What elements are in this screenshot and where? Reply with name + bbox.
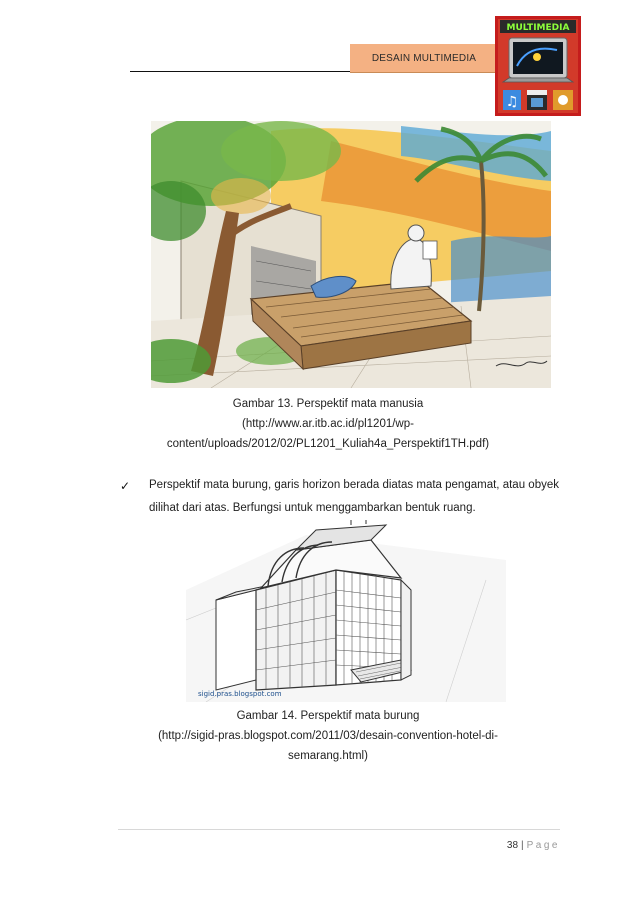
figure-13-caption-url-1: (http://www.ar.itb.ac.id/pl1201/wp-	[242, 418, 414, 430]
page-label: Page	[526, 840, 560, 851]
svg-text:♫: ♫	[505, 94, 519, 110]
header-tab	[350, 44, 498, 73]
header-tab-label: DESAIN MULTIMEDIA	[371, 52, 477, 64]
header-rule	[130, 71, 350, 72]
figure-13-caption	[118, 394, 538, 454]
figure-14-watermark: sigid.pras.blogspot.com	[198, 690, 282, 698]
page-separator: |	[521, 840, 524, 851]
logo-text: MULTIMEDIA	[506, 23, 570, 33]
figure-14-caption-title: Gambar 14. Perspektif mata burung	[236, 710, 420, 722]
photo-icon	[553, 90, 573, 110]
figure-13-caption-title: Gambar 13. Perspektif mata manusia	[232, 398, 424, 410]
multimedia-logo	[495, 16, 581, 116]
page-number: 38	[506, 840, 519, 851]
music-note-icon	[503, 90, 521, 110]
figure-14-caption-url-2: semarang.html)	[288, 750, 368, 762]
figure-13-caption-url-2: content/uploads/2012/02/PL1201_Kuliah4a_Perspektif1TH.pdf)	[166, 438, 490, 450]
figure-human-eye-perspective	[151, 121, 551, 388]
film-clapper-icon	[527, 90, 547, 110]
figure-14-caption-url-1: (http://sigid-pras.blogspot.com/2011/03/desain-convention-hotel-di-	[158, 730, 498, 742]
bullet-paragraph: Perspektif mata burung, garis horizon berada diatas mata pengamat, atau obyek dilihat dari atas. Berfungsi untuk menggambarkan bentuk ruang.	[149, 479, 559, 514]
footer-rule	[118, 829, 560, 830]
page-number-footer	[470, 840, 560, 851]
figure-14-caption	[118, 706, 538, 766]
checkmark-bullet-icon: ✓	[120, 479, 131, 493]
figure-bird-eye-perspective	[186, 520, 506, 702]
